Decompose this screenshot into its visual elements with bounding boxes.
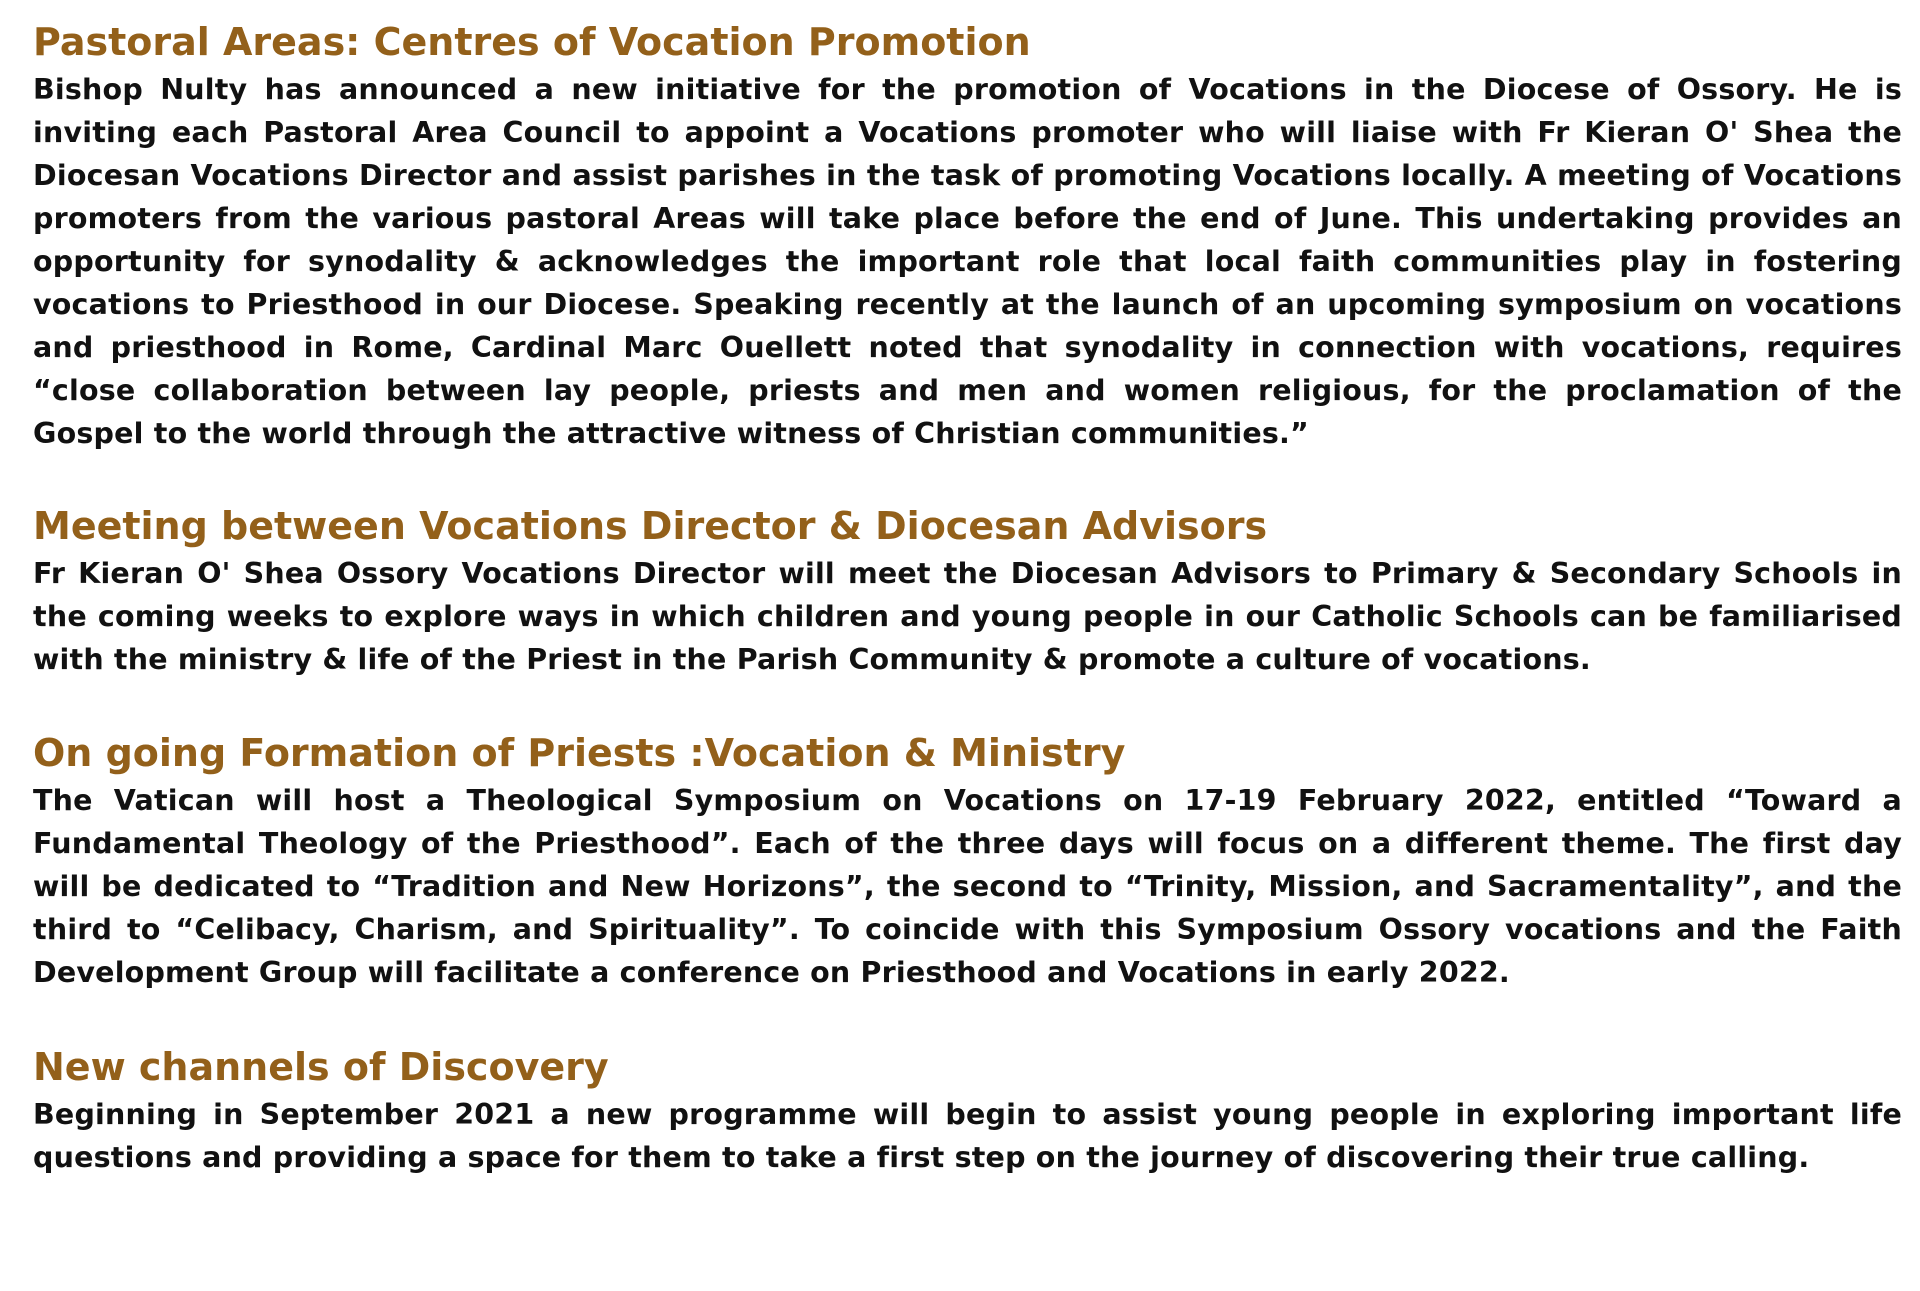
document-page xyxy=(33,16,1902,1179)
section-meeting-vocations-director xyxy=(33,500,1902,681)
section-heading: Pastoral Areas: Centres of Vocation Promotion xyxy=(33,20,1031,64)
section-heading: On going Formation of Priests :Vocation & Ministry xyxy=(33,731,1126,775)
section-body: Beginning in September 2021 a new programme will begin to assist young people in exploring important life questions and providing a space for them to take a first step on the journey of discovering their true calling. xyxy=(33,1098,1902,1174)
section-heading: New channels of Discovery xyxy=(33,1045,609,1089)
section-body: Fr Kieran O' Shea Ossory Vocations Director will meet the Diocesan Advisors to Primary & Secondary Schools in the coming weeks to explore ways in which children and young people in our Catholic Schools can be familiarised with the ministry & life of the Priest in the Parish Community & promote a culture of vocations. xyxy=(33,557,1902,676)
section-pastoral-areas xyxy=(33,16,1902,455)
section-body: Bishop Nulty has announced a new initiative for the promotion of Vocations in the Diocese of Ossory. He is inviting each Pastoral Area Council to appoint a Vocations promoter who will liaise with Fr Kieran O' Shea the Diocesan Vocations Director and assist parishes in the task of promoting Vocations locally. A meeting of Vocations promoters from the various pastoral Areas will take place before the end of June. This undertaking provides an opportunity for synodality & acknowledges the important role that local faith communities play in fostering vocations to Priesthood in our Diocese. Speaking recently at the launch of an upcoming symposium on vocations and priesthood in Rome, Cardinal Marc Ouellett noted that synodality in connection with vocations, requires “close collaboration between lay people, priests and men and women religious, for the proclamation of the Gospel to the world through the attractive witness of Christian communities.” xyxy=(33,73,1902,450)
section-heading: Meeting between Vocations Director & Diocesan Advisors xyxy=(33,504,1268,548)
section-new-channels xyxy=(33,1041,1902,1179)
section-body: The Vatican will host a Theological Symposium on Vocations on 17-19 February 2022, entitled “Toward a Fundamental Theology of the Priesthood”. Each of the three days will focus on a different theme. The first day will be dedicated to “Tradition and New Horizons”, the second to “Trinity, Mission, and Sacramentality”, and the third to “Celibacy, Charism, and Spirituality”. To coincide with this Symposium Ossory vocations and the Faith Development Group will facilitate a conference on Priesthood and Vocations in early 2022. xyxy=(33,784,1902,989)
section-ongoing-formation xyxy=(33,727,1902,994)
